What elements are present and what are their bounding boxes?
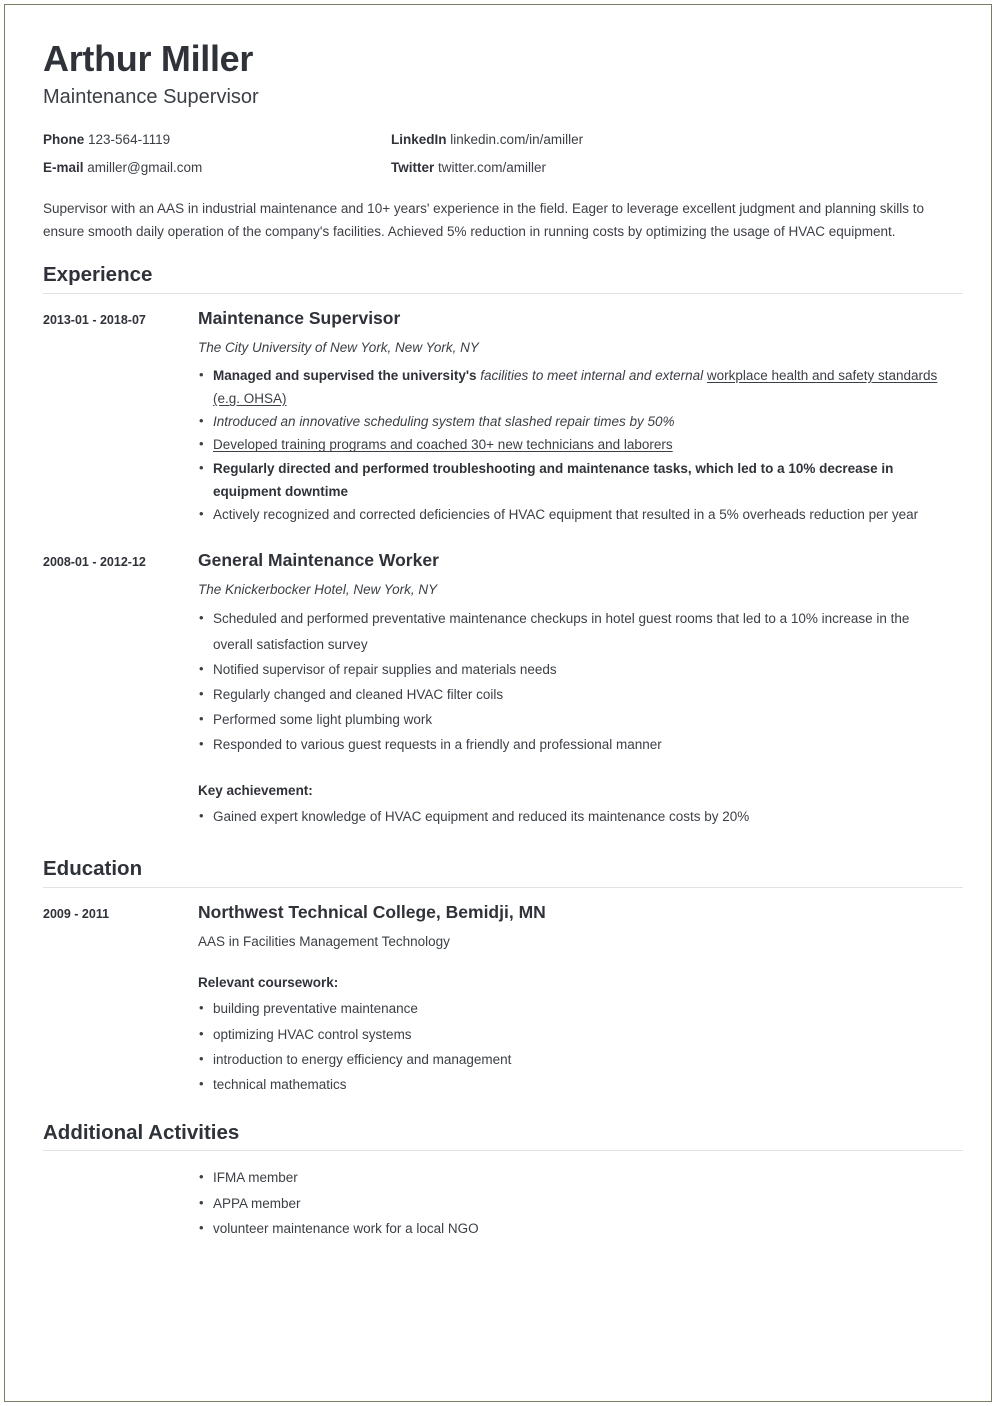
entry-bullet-list [198,606,945,757]
bullet-text: technical mathematics [213,1076,347,1092]
bullet-text: APPA member [213,1195,301,1211]
contact-email-label: E-mail [43,160,84,176]
bullet-text: facilities to meet internal and external [480,367,707,383]
bullet-item [198,996,945,1021]
section-rule-experience [43,293,963,294]
additional-activities-entry [43,1165,953,1240]
bullet-text[interactable]: Developed training programs and coached 30+ new technicians and laborers [213,437,673,453]
contact-email [43,159,391,177]
bullet-item [198,1191,945,1216]
bullet-item [198,707,945,732]
entry-date: 2013-01 - 2018-07 [43,312,146,327]
candidate-name: Arthur Miller [43,38,254,79]
section-additional-activities [43,1121,953,1241]
entry-date: 2008-01 - 2012-12 [43,555,146,570]
contact-twitter [391,159,953,177]
entry-date: 2009 - 2011 [43,907,110,922]
contact-phone-value[interactable]: 123-564-1119 [88,131,171,147]
contact-linkedin-label: LinkedIn [391,131,447,147]
bullet-text: Scheduled and performed preventative maintenance checkups in hotel guest rooms that led to a 10% increase in the overall satisfaction survey [213,611,910,652]
resume-page [9,9,987,1397]
section-rule-additional-activities [43,1150,963,1151]
bullet-item [198,682,945,707]
spacer [43,532,953,550]
bullet-text: IFMA member [213,1170,298,1186]
bullet-text: optimizing HVAC control systems [213,1026,412,1042]
bullet-item [198,1047,945,1072]
contact-linkedin [391,131,953,149]
bullet-item [198,1165,945,1190]
coursework-list [198,996,945,1096]
section-education [43,857,953,1096]
entry-body [198,1165,953,1240]
spacer [43,1103,953,1121]
entry-body [198,902,953,1097]
bullet-item [198,1022,945,1047]
education-entry [43,902,953,1097]
bullet-item [198,410,945,433]
contact-twitter-label: Twitter [391,160,435,176]
professional-summary: Supervisor with an AAS in industrial maintenance and 10+ years' experience in the field. Eager to leverage excellent judgment and planning skills to ensure smooth daily operation of the company's facilities. Achieved 5% reduction in running costs by optimizing the usage of HVAC equipment. [43,200,924,239]
key-achievement-list [198,804,945,829]
bullet-text: Actively recognized and corrected deficiencies of HVAC equipment that resulted in a 5% overheads reduction per year [213,507,919,523]
entry-date-empty [43,1165,198,1240]
section-title-education: Education [43,857,143,881]
resume-header [43,39,953,109]
section-rule-education [43,887,963,888]
bullet-text: Performed some light plumbing work [213,711,433,727]
experience-entry [43,550,953,829]
bullet-item [198,457,945,503]
bullet-item [198,364,945,410]
bullet-text: introduction to energy efficiency and management [213,1051,512,1067]
entry-body [198,550,953,829]
bullet-item [198,657,945,682]
activities-list [198,1165,945,1240]
entry-role: Maintenance Supervisor [198,307,401,328]
bullet-item [198,732,945,757]
entry-degree: AAS in Facilities Management Technology [198,933,450,949]
contact-phone-label: Phone [43,131,85,147]
bullet-text: Introduced an innovative scheduling system that slashed repair times by 50% [213,414,675,430]
entry-school: Northwest Technical College, Bemidji, MN [198,902,546,923]
bullet-text: Responded to various guest requests in a friendly and professional manner [213,736,662,752]
entry-organization: The Knickerbocker Hotel, New York, NY [198,582,438,598]
contact-details [43,131,953,177]
bullet-item [198,1216,945,1241]
bullet-text: volunteer maintenance work for a local NGO [213,1220,479,1236]
bullet-item [198,1072,945,1097]
coursework-heading: Relevant coursework: [198,975,339,991]
contact-linkedin-value[interactable]: linkedin.com/in/amiller [450,131,584,147]
section-experience [43,263,953,829]
contact-phone [43,131,391,149]
entry-body [198,308,953,527]
bullet-text: Gained expert knowledge of HVAC equipment and reduced its maintenance costs by 20% [213,809,750,825]
section-title-experience: Experience [43,263,153,287]
bullet-item [198,433,945,456]
spacer [43,835,953,857]
bullet-text: building preventative maintenance [213,1001,418,1017]
contact-twitter-value[interactable]: twitter.com/amiller [438,160,547,176]
bullet-text: Notified supervisor of repair supplies and materials needs [213,661,557,677]
bullet-text: Regularly changed and cleaned HVAC filter coils [213,686,504,702]
bullet-item [198,804,945,829]
section-title-additional-activities: Additional Activities [43,1120,240,1144]
contact-email-value[interactable]: amiller@gmail.com [87,160,203,176]
resume-page-frame [4,4,992,1402]
candidate-job-title: Maintenance Supervisor [43,85,259,108]
entry-bullet-list [198,364,945,527]
bullet-text[interactable]: workplace health and safety standards (e.g. OHSA) [213,367,938,407]
bullet-item [198,606,945,656]
resume-sheet [9,9,987,1241]
bullet-item [198,503,945,526]
entry-role: General Maintenance Worker [198,550,439,571]
bullet-text: Managed and supervised the university's [213,367,481,383]
entry-organization: The City University of New York, New York, NY [198,339,479,355]
bullet-text: Regularly directed and performed troubleshooting and maintenance tasks, which led to a 10% decrease in equipment downtime [213,460,894,499]
experience-entry [43,308,953,527]
key-achievement-heading: Key achievement: [198,783,313,799]
